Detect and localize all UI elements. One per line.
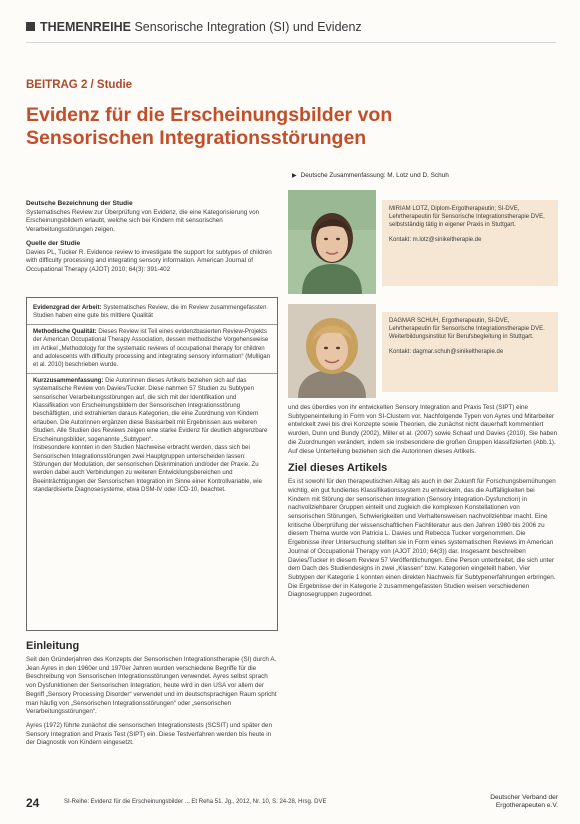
author-contact: Kontakt: dagmar.schuh@sinikeltherapie.de [389, 348, 504, 355]
series-topic: Sensorische Integration (SI) und Evidenz [134, 20, 362, 34]
author-bio-lotz [382, 200, 558, 286]
author-photo-lotz [288, 190, 376, 294]
intro-heading: Einleitung [26, 640, 80, 652]
intro-text-2: Ayres (1972) führte zunächst die sensorischen Integrationstests (SCSIT) und später den Sensory Integration and Praxis Test (SIPT) ein. Diese Testverfahren werden bis heute in der Diagnostik von Kindern eingesetzt. [26, 721, 272, 747]
right-text-1: und des überdies von ihr entwickelten Sensory Integration and Praxis Test (SIPT) eine Subtypeneinteilung in Form von SI-Clustern vor. Nachfolgende Typen von Ayres und Mitarbeiter entwickelt zwei bis drei Konzepte sowie Theorien, die zunächst nicht dauerhaft kommentiert wurden, Dunn und Bundy (2002), Miller et al. (2007) sowie Schaaf und Davies (2010). Sie haben die Zuordnungen verändert, indem sie insbesondere die großen Gruppen klassifizierten (Abb.1). Auf diese Unterteilung beziehen sich die Autorinnen dieses Artikels. [288, 404, 558, 455]
article-title: Evidenz für die Erscheinungsbilder von Sensorischen Integrationsstörungen [26, 104, 393, 149]
intro-section [26, 634, 278, 788]
square-icon [26, 22, 35, 31]
author-bio-schuh [382, 312, 558, 392]
author-bio-text: DAGMAR SCHUH, Ergotherapeutin, SI-DVE, Lehrtherapeutin für Sensorische Integrationstherapie DVE. Weiterbildungsinstitut für Berufsbegleitung in Stuttgart. [389, 318, 545, 341]
publisher: Deutscher Verband der Ergotherapeuten e.V. [490, 794, 558, 810]
study-info-box [26, 297, 278, 631]
right-column [288, 404, 558, 788]
author-bio-text: MIRIAM LOTZ, Diplom-Ergotherapeutin; SI-DVE, Lehrtherapeutin für Sensorische Integrationstherapie DVE, selbstständig tätig in eigener Praxis in Stuttgart. [389, 206, 545, 229]
method-quality: Methodische Qualität: Dieses Review ist Teil eines evidenzbasierten Review-Projekts der American Occupational Therapy Association, dessen methodische Vorgehensweise im Artikel „Methodology for the systematic reviews of occupational therapy for children and adolescents with difficulty processing and integrating sensory information“ (Mulligan et al. 2010) beschrieben wurde. [27, 325, 277, 374]
short-summary: Kurzzusammenfassung: Die Autorinnen dieses Artikels beziehen sich auf das systematische Review von Davies/Tucker. Diese nahmen 57 Studien zu Subtypen sensorischer Verarbeitungsstörungen auf, die sich mit der Identifikation und Klassifikation von Erscheinungsbildern der Sensorischen Integrationsstörung beschäftigten, und extrahierten daraus Kategorien, die eine Zuordnung von Kindern erlauben. Die Autorinnen ergänzen diese Basisarbeit mit Ergebnissen aus weiteren Studien. Alle Studien des Reviews zeigen eine starke Evidenz für deutlich abgrenzbare Erscheinungsbilder, sogenannte „Subtypen“. Insbesondere konnten in den Studien Nachweise erbracht werden, dass sich bei Sensorischen Integrationsstörungen zwei Hauptgruppen unterscheiden lassen: Störungen der Modulation, der sensorischen Diskrimination und/oder der Praxie. Zu werden dabei auch Verbindungen zu weiteren Entwicklungsbereichen und Beeinträchtigungen der Sensorischen Integration im Sinne einer Kontrollvariable, wie standardisierte Diagnosesysteme, etwa DSM-IV oder ICD-10, beachtet. [33, 376, 268, 494]
source-heading: Quelle der Studie [26, 239, 81, 247]
series-label: THEMENREIHE [40, 20, 131, 34]
right-text-2: Es ist sowohl für den therapeutischen Alltag als auch in der Zukunft für Forschungsbemühungen wichtig, ein gut fundiertes Klassifikationssystem zu entwickeln, das die Auffälligkeiten bei Kindern mit Störung der sensorischen Integration (Sensory Integration-Dysfunction) in nachvollziehbarer Gruppen einteilt und zugleich die komplexen Konstellationen von sensorischen Störungen, Schwierigkeiten und Verhaltensweisen nachvollziehbar macht. Eine kritische Überprüfung der wissenschaftlichen Fachliteratur aus den Jahren 1980 bis 2006 zu diesem Thema wurde von Patricia L. Davies und Rebecca Tucker vorgenommen. Die Ergebnisse ihrer Untersuchung stellten sie in Form eines systematischen Reviews im American Journal of Occupational Therapy von (AJOT 2010; 64(3)) dar. Insgesamt beschreiben Davies/Tucker in diesem Review 57 Veröffentlichungen. Eine Person unterbreitet, die sich unter dem Dach des Studiendesigns in zwei „Klassen“ bzw. Kategorien eingeteilt haben. Vier Subtypen der Kategorie 1 konnten einen direkten Nachweis für Subtypenerfahrungen erbringen. Die Ergebnisse der in Kategorie 2 zusammengefassten Studien weisen verschiedenen Diagnosegruppen zugeordnet. [288, 478, 556, 599]
arrow-right-icon: ▶ [292, 173, 297, 179]
left-column-top [26, 200, 278, 292]
article-kicker: BEITRAG 2 / Studie [26, 79, 133, 91]
summary-credit: ▶ Deutsche Zusammenfassung: M. Lotz und D. Schuh [292, 172, 449, 179]
series-header [26, 20, 556, 43]
source-text: Davies PL, Tucker R. Evidence review to investigate the support for subtypes of children with difficulty processing and integrating sensory information. American Journal of Occupational Therapy (AJOT) 2010; 64(3): 391-402 [26, 248, 272, 273]
page-number: 24 [26, 796, 40, 810]
aim-heading: Ziel dieses Artikels [288, 462, 388, 475]
journal-citation: SI-Reihe: Evidenz für die Erscheinungsbilder ... Et Reha 51. Jg., 2012, Nr. 10, S. 24-28, Hrsg. DVE [64, 799, 327, 805]
designation-text: Systematisches Review zur Überprüfung von Evidenz, die eine Kategorisierung von Erscheinungsbildern erlaubt, welche sich bei Kindern mit sensorischen Verarbeitungsstörungen zeigen. [26, 208, 260, 234]
intro-text: Seit den Gründerjahren des Konzepts der Sensorischen Integrationstherapie (SI) durch A. Jean Ayres in den 1960er und 1970er Jahren wurden verschiedene Begriffe für die Beschreibung von Sensorischen Integrationsstörungen verwendet. Ayres selbst sprach von Dysfunktionen der Sensorischen Integration, heute wird in den USA vor allem der Begriff „Sensory Processing Disorder“ verwendet und im deutschsprachigen Raum spricht man häufig von „Sensorischen Integrationsstörungen“ oder „sensorischen Verarbeitungsstörungen“. [26, 656, 277, 716]
author-photo-schuh [288, 304, 376, 398]
author-contact: Kontakt: m.lotz@sinikeltherapie.de [389, 236, 482, 243]
designation-heading: Deutsche Bezeichnung der Studie [26, 200, 133, 207]
page-footer [26, 794, 558, 818]
evidence-level: Evidenzgrad der Arbeit: Systematisches Review, die im Review zusammengefassten Studien haben eine gute bis mittlere Qualität [27, 301, 277, 325]
